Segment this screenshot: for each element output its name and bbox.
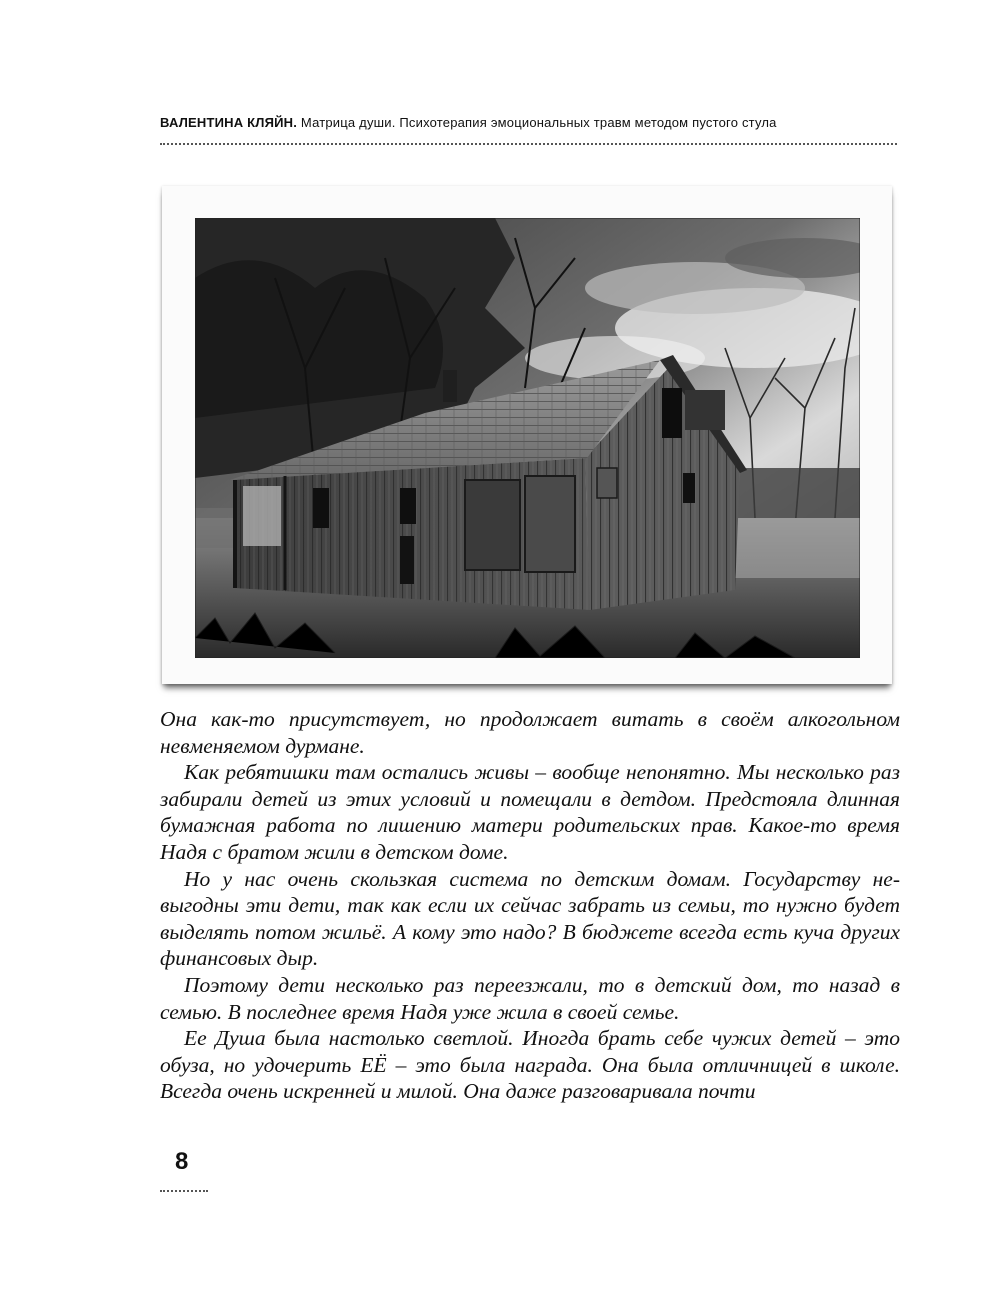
header-dotted-rule [160, 143, 897, 145]
paragraph-4: Поэтому дети несколько раз переезжали, то в детский дом, то назад в семью. В последнее время Надя уже жила в своей семье. [160, 972, 900, 1024]
paragraph-2: Как ребятишки там остались живы – вообще непонятно. Мы несколько раз забирали детей из этих условий и помещали в детдом. Предстояла длинная бумажная работа по лишению матери родительских прав. Какое-то время Надя с братом жили в детском доме. [160, 760, 900, 864]
abandoned-house-photo [195, 218, 860, 658]
paragraph-5: Ее Душа была настолько светлой. Иногда брать себе чужих детей – это обуза, но удочерить ЕЁ – это была награда. Она была отличницей в школе. Всегда очень искренней и милой. Она даже разговаривала почти [160, 1026, 900, 1104]
running-head-author: ВАЛЕНТИНА КЛЯЙН. [160, 115, 298, 130]
body-text [160, 706, 900, 1105]
footer-dotted-rule [160, 1190, 208, 1192]
photo-frame [162, 186, 892, 684]
running-head-title: Матрица души. Психотерапия эмоциональных травм методом пустого стула [300, 115, 777, 130]
page-number: 8 [175, 1148, 189, 1175]
paragraph-3: Но у нас очень скользкая система по детским домам. Государству невыгодны эти дети, так как если их сейчас забрать из семьи, то нужно будет выделять потом жильё. А кому это надо? В бюджете всегда есть куча других финансовых дыр. [160, 866, 900, 971]
paragraph-1: Она как-то присутствует, но продолжает витать в своём алкогольном невменяемом дурмане. [160, 707, 900, 758]
running-head [160, 115, 900, 130]
